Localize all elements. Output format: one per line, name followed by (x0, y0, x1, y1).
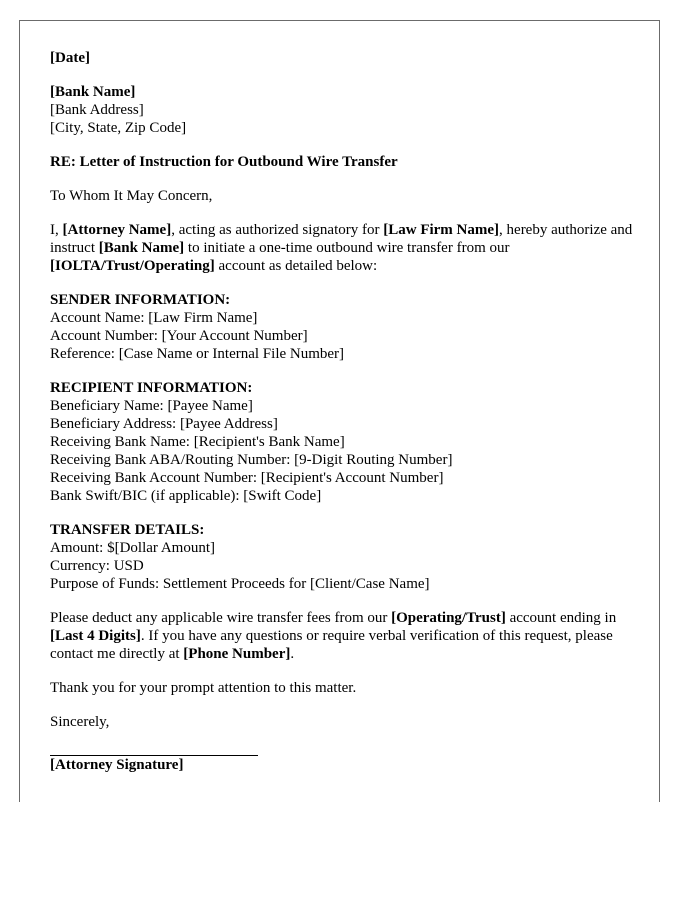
intro-text-5: account as detailed below: (214, 258, 378, 274)
fees-account-type: [Operating/Trust] (391, 610, 506, 626)
phone-number: [Phone Number] (183, 646, 291, 662)
sender-line: Reference: [Case Name or Internal File Number] (50, 346, 345, 362)
recipient-section (50, 379, 640, 505)
recipient-line: Receiving Bank ABA/Routing Number: [9-Digit Routing Number] (50, 452, 453, 468)
intro-text-4: to initiate a one-time outbound wire transfer from our (184, 240, 510, 256)
intro-text-2: , acting as authorized signatory for (171, 222, 384, 238)
closing: Sincerely, (50, 714, 110, 730)
recipient-line: Receiving Bank Name: [Recipient's Bank Name] (50, 434, 345, 450)
date-block (50, 49, 640, 67)
thanks-line: Thank you for your prompt attention to this matter. (50, 680, 357, 696)
bank-name: [Bank Name] (50, 84, 136, 100)
recipient-line: Beneficiary Address: [Payee Address] (50, 416, 278, 432)
thanks-block (50, 679, 640, 697)
signature-block (50, 755, 640, 774)
sender-section (50, 291, 640, 363)
transfer-line: Amount: $[Dollar Amount] (50, 540, 215, 556)
subject-block (50, 153, 640, 171)
transfer-section (50, 521, 640, 593)
transfer-heading: TRANSFER DETAILS: (50, 522, 205, 538)
fees-text-4: . (290, 646, 295, 662)
letter-page (19, 20, 660, 802)
subject-line: RE: Letter of Instruction for Outbound Wire Transfer (50, 154, 398, 170)
intro-account-type: [IOLTA/Trust/Operating] (50, 258, 215, 274)
date: [Date] (50, 50, 90, 66)
closing-block (50, 713, 640, 731)
intro-text-1: I, (50, 222, 63, 238)
salutation: To Whom It May Concern, (50, 188, 213, 204)
salutation-block (50, 187, 640, 205)
law-firm-name: [Law Firm Name] (383, 222, 500, 238)
recipient-line: Receiving Bank Account Number: [Recipient's Account Number] (50, 470, 444, 486)
attorney-signature: [Attorney Signature] (50, 757, 184, 773)
intro-paragraph (50, 221, 640, 275)
bank-address-block (50, 83, 640, 137)
intro-bank-name: [Bank Name] (98, 240, 185, 256)
transfer-line: Purpose of Funds: Settlement Proceeds for [Client/Case Name] (50, 576, 430, 592)
fees-paragraph (50, 609, 640, 663)
attorney-name: [Attorney Name] (62, 222, 172, 238)
transfer-line: Currency: USD (50, 558, 144, 574)
bank-address: [Bank Address] (50, 102, 144, 118)
recipient-line: Bank Swift/BIC (if applicable): [Swift Code] (50, 488, 322, 504)
sender-heading: SENDER INFORMATION: (50, 292, 231, 308)
recipient-line: Beneficiary Name: [Payee Name] (50, 398, 253, 414)
fees-text-3: . If you have any questions or require verbal verification of this request, please contact me directly at (50, 628, 613, 662)
intro-text-3: , hereby authorize and instruct (50, 222, 633, 256)
sender-line: Account Name: [Law Firm Name] (50, 310, 258, 326)
last-four-digits: [Last 4 Digits] (50, 628, 141, 644)
fees-text-1: Please deduct any applicable wire transfer fees from our (50, 610, 392, 626)
recipient-heading: RECIPIENT INFORMATION: (50, 380, 253, 396)
sender-line: Account Number: [Your Account Number] (50, 328, 308, 344)
letter-content (50, 49, 640, 774)
bank-city: [City, State, Zip Code] (50, 120, 187, 136)
fees-text-2: account ending in (505, 610, 617, 626)
